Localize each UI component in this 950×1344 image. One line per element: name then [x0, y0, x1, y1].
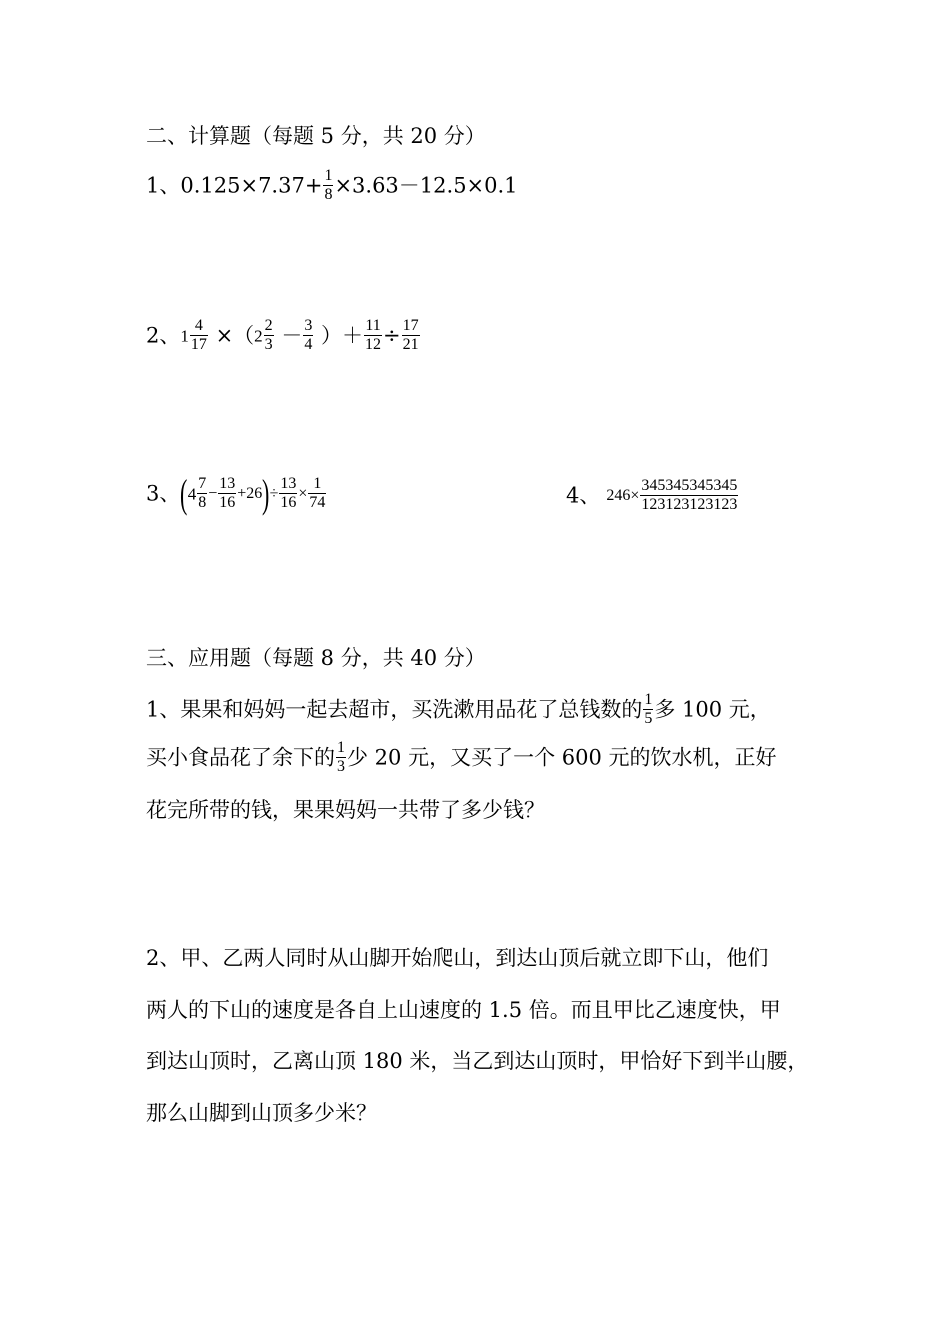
q3-plus-26: +26	[237, 485, 263, 502]
left-paren: (	[180, 471, 188, 516]
q4-fraction	[640, 478, 738, 514]
fraction-denominator: 3	[337, 757, 345, 775]
p1-text-d: 少 20 元，又买了一个 600 元的饮水机，正好	[347, 745, 777, 770]
fraction-denominator: 4	[304, 335, 313, 353]
problem-2-line-1: 2、甲、乙两人同时从山脚开始爬山，到达山顶后就立即下山，他们	[146, 946, 769, 970]
question-2	[146, 318, 421, 354]
section-heading-calculation: 二、计算题（每题 5 分，共 20 分）	[146, 124, 486, 148]
q2-whole-2: 2	[254, 326, 263, 346]
q1-prefix: 1、0.125×7.37+	[146, 173, 323, 198]
q3-minus: −	[208, 485, 218, 502]
fraction-numerator: 13	[219, 475, 236, 493]
problem-1-line-1	[146, 692, 771, 728]
q2-fraction-3	[303, 318, 313, 354]
fraction-denominator: 3	[264, 335, 273, 353]
question-4	[566, 478, 739, 514]
fraction-numerator: 1	[644, 691, 653, 708]
fraction-denominator: 123123123123	[641, 495, 738, 513]
problem-1-line-2	[146, 740, 777, 776]
fraction-numerator: 11	[365, 317, 381, 334]
p1-fraction-2	[336, 740, 346, 776]
fraction-numerator: 1	[337, 739, 345, 756]
q3-prefix: 3、	[146, 481, 181, 506]
fraction-numerator: 13	[280, 475, 297, 493]
q4-lead: 246×	[606, 486, 640, 504]
fraction-denominator: 21	[402, 335, 419, 353]
problem-2-line-4: 那么山脚到山顶多少米？	[146, 1101, 377, 1125]
fraction-numerator: 4	[194, 317, 203, 334]
q2-fraction-5	[402, 318, 420, 354]
problem-2-line-3: 到达山顶时，乙离山顶 180 米，当乙到达山顶时，甲恰好下到半山腰，	[146, 1049, 809, 1073]
p1-text-c: 买小食品花了余下的	[146, 745, 335, 770]
q3-fraction-4	[308, 476, 326, 512]
q2-prefix: 2、	[146, 323, 181, 348]
q1-fraction	[323, 168, 333, 204]
p1-text-a: 1、果果和妈妈一起去超市，买洗漱用品花了总钱数的	[146, 697, 643, 722]
q2-fraction-2	[264, 318, 274, 354]
fraction-numerator: 17	[402, 317, 419, 334]
fraction-numerator: 2	[264, 317, 273, 334]
q4-prefix: 4、	[566, 483, 601, 508]
p1-text-b: 多 100 元，	[654, 697, 771, 722]
question-3	[146, 471, 327, 516]
q2-times-open: ×（	[215, 323, 255, 348]
problem-1-line-3: 花完所带的钱，果果妈妈一共带了多少钱？	[146, 798, 545, 822]
q3-fraction-1	[197, 476, 207, 512]
fraction-denominator: 74	[309, 494, 326, 511]
q3-whole-1: 4	[187, 484, 197, 504]
q2-fraction-1	[190, 318, 208, 354]
fraction-denominator: 8	[324, 185, 333, 203]
fraction-numerator: 3	[304, 317, 313, 334]
question-1	[146, 168, 518, 204]
q1-suffix: ×3.63－12.5×0.1	[334, 173, 518, 198]
q2-minus: －	[281, 323, 303, 348]
q2-divide: ÷	[383, 323, 401, 348]
p1-fraction-1	[643, 692, 653, 728]
fraction-denominator: 8	[198, 494, 207, 511]
fraction-denominator: 16	[219, 494, 236, 511]
fraction-numerator: 7	[198, 475, 207, 493]
fraction-denominator: 12	[365, 335, 382, 353]
fraction-denominator: 17	[190, 335, 207, 353]
right-paren: )	[262, 471, 270, 516]
q3-fraction-3	[279, 476, 297, 512]
q3-divide: ÷	[269, 485, 279, 502]
fraction-numerator: 345345345345	[641, 477, 738, 494]
fraction-denominator: 16	[280, 494, 297, 511]
fraction-numerator: 1	[324, 167, 333, 184]
q2-close-plus: ）＋	[321, 323, 364, 348]
fraction-numerator: 1	[313, 475, 322, 493]
fraction-denominator: 5	[644, 709, 653, 727]
q3-fraction-2	[218, 476, 236, 512]
q2-fraction-4	[364, 318, 382, 354]
q2-whole-1: 1	[180, 326, 189, 346]
section-heading-application: 三、应用题（每题 8 分，共 40 分）	[146, 646, 486, 670]
q3-times: ×	[298, 485, 308, 502]
problem-2-line-2: 两人的下山的速度是各自上山速度的 1.5 倍。而且甲比乙速度快，甲	[146, 998, 781, 1022]
